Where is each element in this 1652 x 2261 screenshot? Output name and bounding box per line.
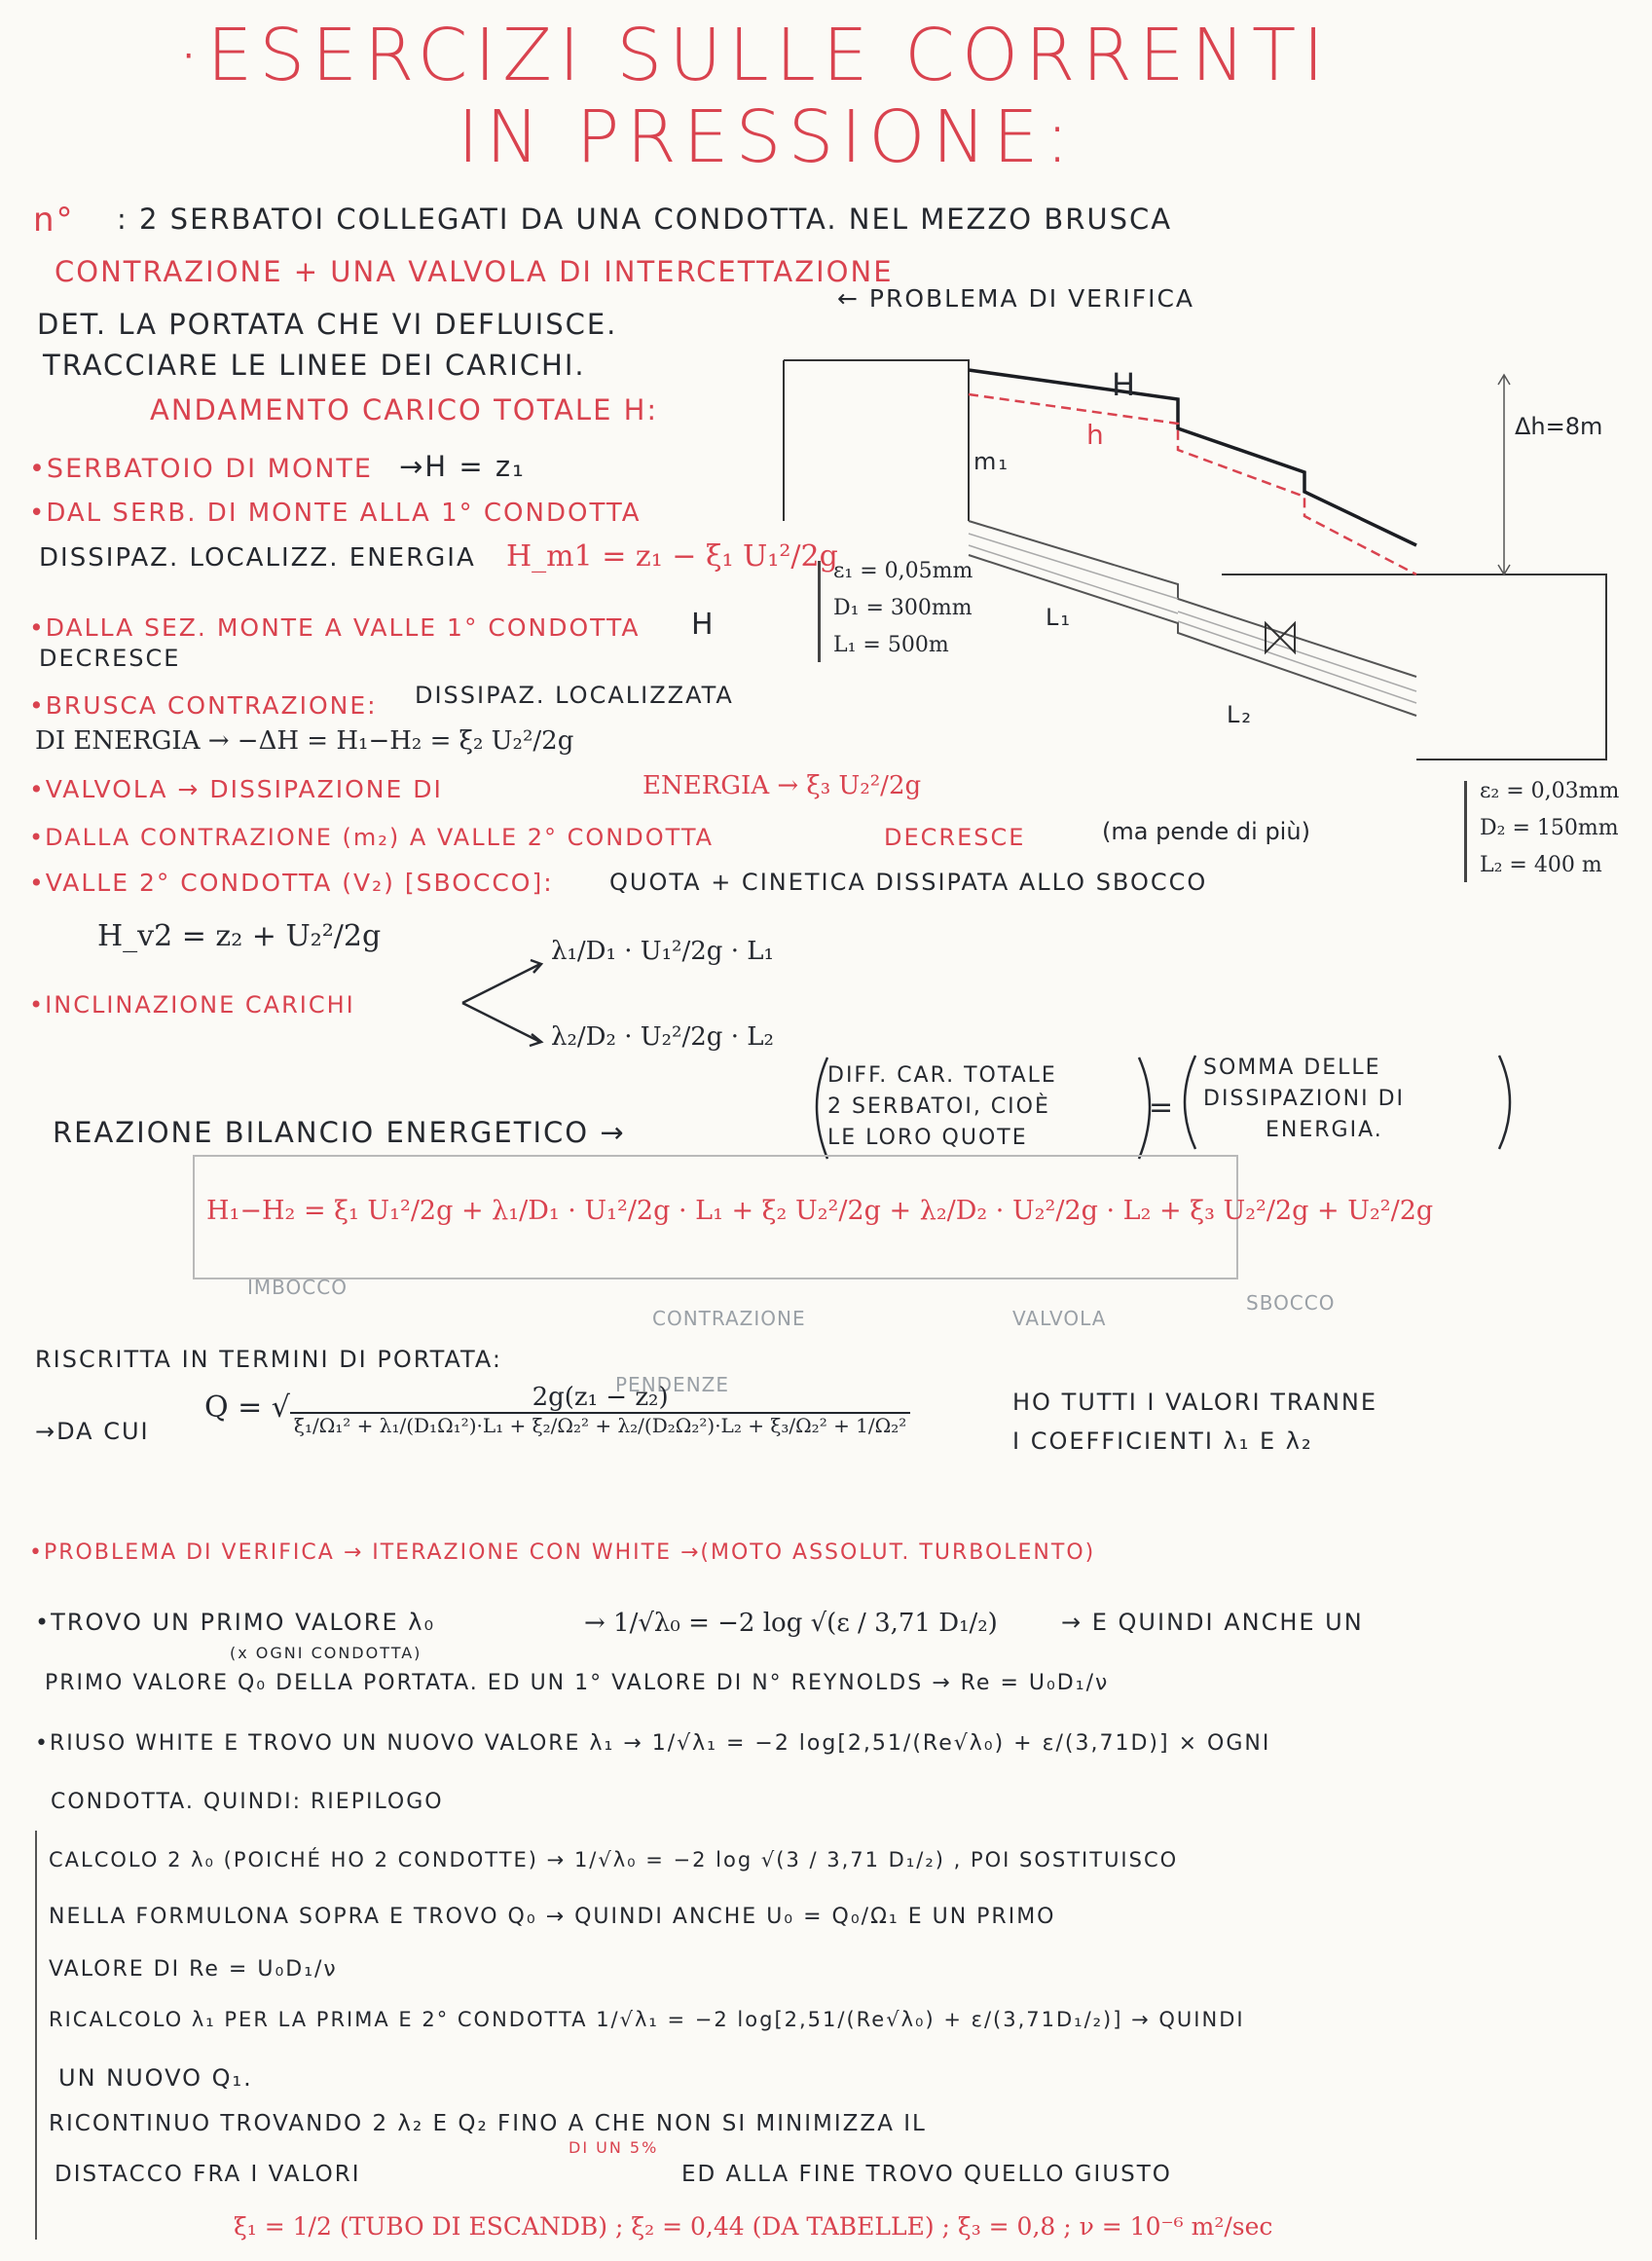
- balance-label: REAZIONE BILANCIO ENERGETICO →: [53, 1116, 626, 1149]
- rewrite-line-1: RISCRITTA IN TERMINI DI PORTATA:: [35, 1346, 502, 1373]
- balance-right-1: SOMMA DELLE: [1203, 1056, 1381, 1080]
- iteration-line-6: CALCOLO 2 λ₀ (POICHÉ HO 2 CONDOTTE) → 1/√λ₀ = −2 log √(3 / 3,71 D₁/₂) , POI SOSTITUISCO: [49, 1848, 1179, 1872]
- step-3-formula: H_m1 = z₁ − ξ₁ U₁²/2g: [506, 539, 838, 574]
- intro-line-4: TRACCIARE LE LINEE DEI CARICHI.: [43, 349, 586, 382]
- tag-sbocco: SBOCCO: [1246, 1291, 1336, 1315]
- intro-line-3b: ← PROBLEMA DI VERIFICA: [837, 284, 1195, 313]
- exercise-number: n°: [33, 201, 75, 240]
- pipe1-brace: [818, 561, 821, 662]
- step-4-h: H: [691, 608, 716, 642]
- iteration-line-5: CONDOTTA. QUINDI: RIEPILOGO: [51, 1790, 444, 1814]
- iteration-line-10: UN NUOVO Q₁.: [58, 2064, 253, 2092]
- iteration-line-2: •TROVO UN PRIMO VALORE λ₀: [35, 1609, 436, 1636]
- step-6b: DISSIPAZ. LOCALIZZATA: [415, 682, 734, 709]
- summary-bracket: [35, 1831, 37, 2240]
- tag-valvola: VALVOLA: [1012, 1307, 1107, 1330]
- iteration-line-12: DISTACCO FRA I VALORI: [55, 2162, 361, 2187]
- iteration-line-1: •PROBLEMA DI VERIFICA → ITERAZIONE CON WHITE →(MOTO ASSOLUT. TURBOLENTO): [29, 1540, 1096, 1565]
- page-title: ·ESERCIZI SULLE CORRENTI: [177, 14, 1332, 97]
- iteration-line-2-sub: (x OGNI CONDOTTA): [230, 1644, 422, 1662]
- pipe2-diameter: D₂ = 150mm: [1480, 816, 1619, 840]
- diagram-label-h: h: [1086, 419, 1106, 451]
- coefficients-line: ξ₁ = 1/2 (TUBO DI ESCANDB) ; ξ₂ = 0,44 (DA TABELLE) ; ξ₃ = 0,8 ; ν = 10⁻⁶ m²/sec: [234, 2212, 1273, 2241]
- step-7: DI ENERGIA → −ΔH = H₁−H₂ = ξ₂ U₂²/2g: [35, 726, 574, 756]
- step-4: •DALLA SEZ. MONTE A VALLE 1° CONDOTTA: [29, 613, 641, 642]
- iteration-line-8: VALORE DI Re = U₀D₁/ν: [49, 1957, 338, 1982]
- balance-parens: [798, 1052, 1519, 1168]
- step-12a: λ₁/D₁ · U₁²/2g · L₁: [551, 937, 774, 966]
- iteration-line-12-sub: DI UN 5%: [569, 2138, 659, 2157]
- discharge-denominator: ξ₁/Ω₁² + λ₁/(D₁Ω₁²)·L₁ + ξ₂/Ω₂² + λ₂/(D₂Ω₂²)·L₂ + ξ₃/Ω₂² + 1/Ω₂²: [293, 1414, 907, 1437]
- pipe1-diameter: D₁ = 300mm: [833, 596, 973, 620]
- intro-line-5: ANDAMENTO CARICO TOTALE H:: [150, 393, 659, 426]
- step-1-formula: →H = z₁: [399, 450, 526, 483]
- page-subtitle: IN PRESSIONE:: [458, 95, 1077, 179]
- tag-imbocco: IMBOCCO: [247, 1276, 348, 1299]
- iteration-line-2-end: → E QUINDI ANCHE UN: [1061, 1609, 1364, 1636]
- step-11: H_v2 = z₂ + U₂²/2g: [97, 919, 382, 953]
- step-8b: ENERGIA → ξ₃ U₂²/2g: [642, 771, 922, 800]
- pipe2-epsilon: ε₂ = 0,03mm: [1480, 779, 1620, 803]
- inclination-arrows: [458, 954, 555, 1052]
- discharge-formula: Q = √ 2g(z₁ − z₂) ξ₁/Ω₁² + λ₁/(D₁Ω₁²)·L₁ + ξ₂/Ω₂² + λ₂/(D₂Ω₂²)·L₂ + ξ₃/Ω₂² + 1/Ω₂²: [204, 1383, 910, 1437]
- tag-contrazione: CONTRAZIONE: [652, 1307, 806, 1330]
- iteration-line-4: •RIUSO WHITE E TROVO UN NUOVO VALORE λ₁ → 1/√λ₁ = −2 log[2,51/(Re√λ₀) + ε/(3,71D)] × OGNI: [35, 1731, 1271, 1756]
- balance-left-1: DIFF. CAR. TOTALE: [827, 1063, 1057, 1088]
- step-5: DECRESCE: [39, 645, 181, 672]
- step-8: •VALVOLA → DISSIPAZIONE DI: [29, 775, 443, 803]
- iteration-line-2-formula: → 1/√λ₀ = −2 log √(ε / 3,71 D₁/₂): [584, 1609, 998, 1638]
- iteration-line-3: PRIMO VALORE Q₀ DELLA PORTATA. ED UN 1° VALORE DI N° REYNOLDS → Re = U₀D₁/ν: [45, 1671, 1110, 1695]
- iteration-line-12-end: ED ALLA FINE TROVO QUELLO GIUSTO: [681, 2162, 1172, 2187]
- pipe1-epsilon: ε₁ = 0,05mm: [833, 559, 973, 583]
- rewrite-line-2: →DA CUI: [35, 1418, 150, 1445]
- intro-line-1: : 2 SERBATOI COLLEGATI DA UNA CONDOTTA. NEL MEZZO BRUSCA: [117, 203, 1173, 236]
- diagram-label-dh: Δh=8m: [1515, 413, 1603, 440]
- step-3: DISSIPAZ. LOCALIZZ. ENERGIA: [39, 543, 476, 573]
- intro-line-3: DET. LA PORTATA CHE VI DEFLUISCE.: [37, 308, 618, 341]
- step-9c: (ma pende di più): [1102, 818, 1310, 845]
- intro-line-2: CONTRAZIONE + UNA VALVOLA DI INTERCETTAZIONE: [55, 255, 894, 288]
- diagram-label-L2: L₂: [1227, 701, 1253, 728]
- step-10b: QUOTA + CINETICA DISSIPATA ALLO SBOCCO: [609, 869, 1208, 896]
- energy-balance-formula: H₁−H₂ = ξ₁ U₁²/2g + λ₁/D₁ · U₁²/2g · L₁ + ξ₂ U₂²/2g + λ₂/D₂ · U₂²/2g · L₂ + ξ₃ U₂²/2g + U₂²/2g: [206, 1196, 1434, 1226]
- step-6: •BRUSCA CONTRAZIONE:: [29, 691, 378, 720]
- pipe1-length: L₁ = 500m: [833, 633, 949, 657]
- discharge-numerator: 2g(z₁ − z₂): [290, 1383, 910, 1414]
- step-10: •VALLE 2° CONDOTTA (V₂) [SBOCCO]:: [29, 869, 554, 897]
- pipe2-brace: [1464, 781, 1467, 882]
- balance-eq: =: [1149, 1091, 1176, 1125]
- balance-left-2: 2 SERBATOI, CIOÈ: [827, 1094, 1050, 1119]
- diagram-label-L1: L₁: [1046, 604, 1072, 631]
- diagram-label-m1: m₁: [973, 448, 1010, 475]
- balance-left-3: LE LORO QUOTE: [827, 1126, 1028, 1150]
- step-12: •INCLINAZIONE CARICHI: [29, 991, 355, 1019]
- step-1: •SERBATOIO DI MONTE: [29, 454, 373, 484]
- rewrite-note-1: HO TUTTI I VALORI TRANNE: [1012, 1389, 1378, 1416]
- step-2: •DAL SERB. DI MONTE ALLA 1° CONDOTTA: [29, 499, 642, 528]
- iteration-line-9: RICALCOLO λ₁ PER LA PRIMA E 2° CONDOTTA 1/√λ₁ = −2 log[2,51/(Re√λ₀) + ε/(3,71D₁/₂)] → QUINDI: [49, 2008, 1245, 2031]
- iteration-line-7: NELLA FORMULONA SOPRA E TROVO Q₀ → QUINDI ANCHE U₀ = Q₀/Ω₁ E UN PRIMO: [49, 1905, 1056, 1929]
- pipe2-length: L₂ = 400 m: [1480, 853, 1602, 877]
- iteration-line-11: RICONTINUO TROVANDO 2 λ₂ E Q₂ FINO A CHE NON SI MINIMIZZA IL: [49, 2111, 927, 2136]
- diagram-label-H: H: [1112, 366, 1138, 403]
- step-9b: DECRESCE: [884, 824, 1026, 851]
- step-12b: λ₂/D₂ · U₂²/2g · L₂: [551, 1022, 774, 1052]
- tag-pendenze: PENDENZE: [615, 1373, 729, 1396]
- balance-right-3: ENERGIA.: [1266, 1118, 1383, 1142]
- rewrite-note-2: I COEFFICIENTI λ₁ E λ₂: [1012, 1427, 1313, 1455]
- step-9: •DALLA CONTRAZIONE (m₂) A VALLE 2° CONDOTTA: [29, 824, 715, 851]
- balance-right-2: DISSIPAZIONI DI: [1203, 1087, 1405, 1111]
